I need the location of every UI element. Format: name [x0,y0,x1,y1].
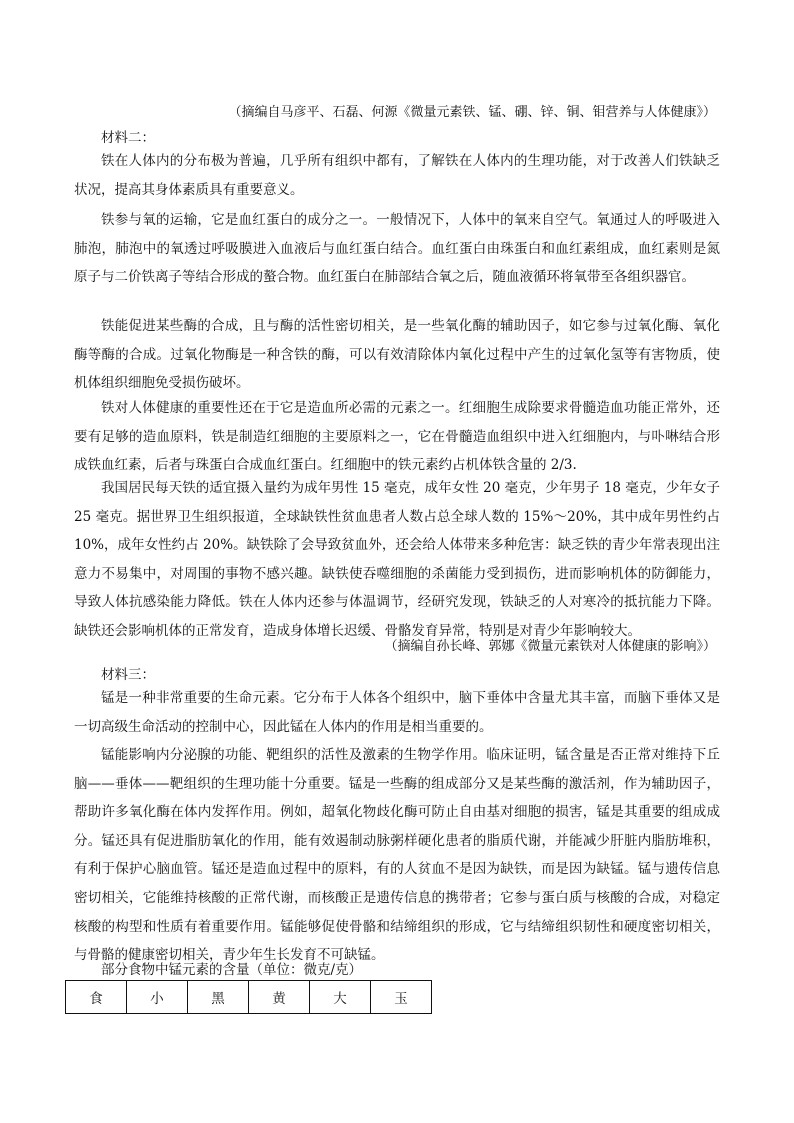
table-header-row [66,981,432,1014]
material-3-paragraph: 锰是一种非常重要的生命元素。它分布于人体各个组织中，脑下垂体中含量尤其丰富，而脑下垂体又是一切高级生命活动的控制中心，因此锰在人体内的作用是相当重要的。 [74,690,720,735]
material-2-paragraph: 我国居民每天铁的适宜摄入量约为成年男性 15 毫克，成年女性 20 毫克，少年男子 18 毫克，少年女子 25 毫克。据世界卫生组织报道，全球缺铁性贫血患者人数占总全球人数的 15%～20%，其中成年男性约占 10%，成年女性约占 20%。缺铁除了会导致贫血外，还会给人体带来多种危害：缺乏铁的青少年常表现出注意力不易集中，对周围的事物不感兴趣。缺铁使吞噬细胞的杀菌能力受到损伤，进而影响机体的防御能力，导致人体抗感染能力降低。铁在人体内还参与体温调节，经研究发现，铁缺乏的人对寒冷的抵抗能力下降。缺铁还会影响机体的正常发育，造成身体增长迟缓、骨骼发育异常，特别是对青少年影响较大。 [74,480,720,639]
source-citation-2: （摘编自孙长峰、郭娜《微量元素铁对人体健康的影响》） [384,639,716,654]
source-citation-1: （摘编自马彦平、石磊、何源《微量元素铁、锰、硼、锌、铜、钼营养与人体健康》） [228,105,716,120]
table-header-cell: 黑 [188,981,249,1014]
table-header-cell: 食 [66,981,127,1014]
manganese-content-table [65,980,432,1014]
material-2-paragraph: 铁参与氧的运输，它是血红蛋白的成分之一。一般情况下，人体中的氧来自空气。氧通过人的呼吸进入肺泡，肺泡中的氧透过呼吸膜进入血液后与血红蛋白结合。血红蛋白由珠蛋白和血红素组成，血红素则是氮原子与二价铁离子等结合形成的螯合物。血红蛋白在肺部结合氧之后，随血液循环将氧带至各组织器官。 [74,212,720,286]
table-header-cell: 玉 [371,981,432,1014]
material-2-paragraph: 铁能促进某些酶的合成，且与酶的活性密切相关，是一些氧化酶的辅助因子，如它参与过氧化酶、氧化酶等酶的合成。过氧化物酶是一种含铁的酶，可以有效清除体内氧化过程中产生的过氧化氢等有害物质，使机体组织细胞免受损伤破坏。 [74,318,720,392]
table-caption: 部分食物中锰元素的含量（单位：微克/克） [101,962,363,978]
material-2-paragraph: 铁在人体内的分布极为普遍，几乎所有组织中都有，了解铁在人体内的生理功能，对于改善人们铁缺乏状况，提高其身体素质具有重要意义。 [74,153,720,198]
material-2-paragraph: 铁对人体健康的重要性还在于它是造血所必需的元素之一。红细胞生成除要求骨髓造血功能正常外，还要有足够的造血原料，铁是制造红细胞的主要原料之一，它在骨髓造血组织中进入红细胞内，与卟啉结合形成铁血红素，后者与珠蛋白合成血红蛋白。红细胞中的铁元素约占机体铁含量的 2/3. [74,400,720,474]
material-3-heading: 材料三： [101,667,155,683]
material-2-heading: 材料二： [101,130,155,146]
table-header-cell: 小 [127,981,188,1014]
material-3-paragraph: 锰能影响内分泌腺的功能、靶组织的活性及激素的生物学作用。临床证明，锰含量是否正常对维持下丘脑——垂体——靶组织的生理功能十分重要。锰是一些酶的组成部分又是某些酶的激活剂，作为辅助因子，帮助许多氧化酶在体内发挥作用。例如，超氧化物歧化酶可防止自由基对细胞的损害，锰是其重要的组成成分。锰还具有促进脂肪氧化的作用，能有效遏制动脉粥样硬化患者的脂质代谢，并能减少肝脏内脂肪堆积，有利于保护心脑血管。锰还是造血过程中的原料，有的人贫血不是因为缺铁，而是因为缺锰。锰与遗传信息密切相关，它能维持核酸的正常代谢，而核酸正是遗传信息的携带者；它参与蛋白质与核酸的合成，对稳定核酸的构型和性质有着重要作用。锰能够促使骨骼和结缔组织的形成，它与结缔组织韧性和硬度密切相关，与骨骼的健康密切相关，青少年生长发育不可缺锰。 [74,747,720,964]
table-header-cell: 大 [310,981,371,1014]
table-header-cell: 黄 [249,981,310,1014]
